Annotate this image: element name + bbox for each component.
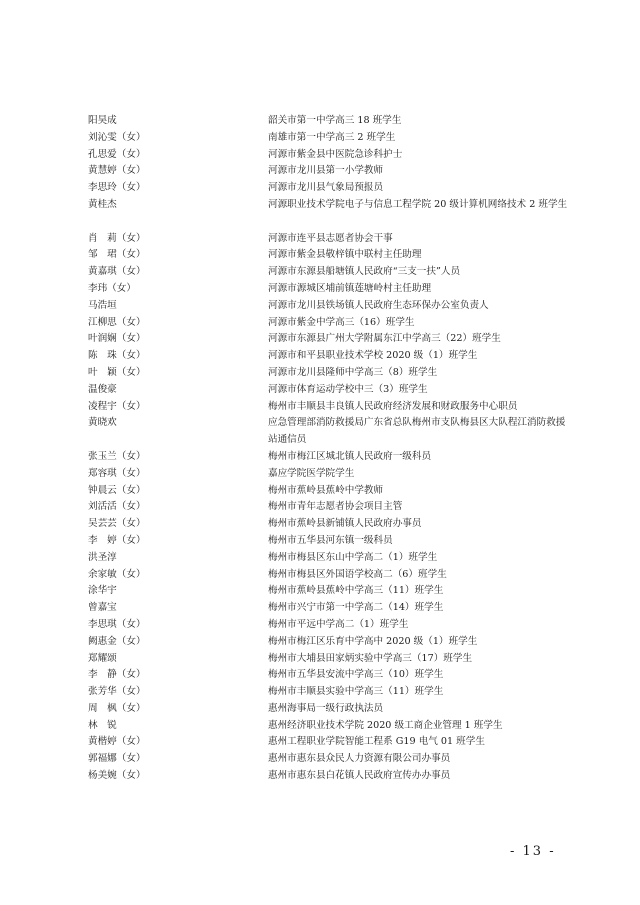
person-description: 梅州市平远中学高二（1）班学生 xyxy=(268,618,409,630)
list-item xyxy=(0,399,640,416)
person-name: 涂华宇 xyxy=(88,585,117,597)
list-item xyxy=(0,533,640,550)
person-name: 周 枫（女） xyxy=(88,702,146,714)
person-name: 刘活活（女） xyxy=(88,501,146,513)
person-name: 叶润娴（女） xyxy=(88,333,146,345)
person-description: 惠州市惠东县众民人力资源有限公司办事员 xyxy=(268,753,451,765)
list-item xyxy=(0,751,640,768)
list-item xyxy=(0,550,640,567)
person-name: 阳昊成 xyxy=(88,115,117,126)
person-name: 洪圣淳 xyxy=(88,551,117,563)
person-description: 梅州市蕉岭县新铺镇人民政府办事员 xyxy=(268,518,422,530)
list-item xyxy=(0,768,640,785)
person-name: 张芳华（女） xyxy=(88,686,146,698)
list-item xyxy=(0,483,640,500)
person-description: 河源市和平县职业技术学校 2020 级（1）班学生 xyxy=(268,350,478,362)
person-description: 河源市龙川县铁场镇人民政府生态环保办公室负责人 xyxy=(268,299,489,311)
person-name: 张玉兰（女） xyxy=(88,450,146,462)
person-description: 河源市紫金县中医院急诊科护士 xyxy=(268,148,403,160)
list-item xyxy=(0,348,640,365)
person-description: 河源职业技术学院电子与信息工程学院 20 级计算机网络技术 2 班学生 xyxy=(268,198,568,210)
list-item xyxy=(0,600,640,617)
list-item xyxy=(0,684,640,701)
list-item xyxy=(0,298,640,315)
list-item xyxy=(0,130,640,147)
list-item xyxy=(0,113,640,130)
list-item xyxy=(0,365,640,382)
person-description: 应急管理部消防救援局广东省总队梅州市支队梅县区大队程江消防救援站通信员 xyxy=(268,417,566,446)
page-number: - 13 - xyxy=(510,844,556,859)
list-item xyxy=(0,281,640,298)
person-description: 河源市龙川县第一小学教师 xyxy=(268,165,384,177)
person-description: 梅州市青年志愿者协会项目主管 xyxy=(268,501,403,513)
person-description: 河源市体育运动学校中三（3）班学生 xyxy=(268,383,428,395)
person-name: 刘沁雯（女） xyxy=(88,131,146,143)
person-description: 梅州市梅江区城北镇人民政府一级科员 xyxy=(268,450,432,462)
person-name: 吴芸芸（女） xyxy=(88,518,146,530)
person-description: 河源市紫金县敬梓镇中联村主任助理 xyxy=(268,249,422,261)
person-description: 河源市紫金中学高三（16）班学生 xyxy=(268,316,415,328)
list-item xyxy=(0,247,640,264)
person-description: 南雄市第一中学高三 2 班学生 xyxy=(268,131,396,143)
person-name: 杨美婉（女） xyxy=(88,770,146,782)
person-description: 惠州海事局一级行政执法员 xyxy=(268,702,384,714)
person-description: 梅州市丰顺县丰良镇人民政府经济发展和财政服务中心职员 xyxy=(268,400,518,412)
list-item xyxy=(0,667,640,684)
person-name: 余家敏（女） xyxy=(88,568,146,580)
person-name: 黄晓欢 xyxy=(88,417,117,429)
person-name: 曾嘉宝 xyxy=(88,602,117,614)
person-description: 惠州工程职业学院智能工程系 G19 电气 01 班学生 xyxy=(268,736,485,748)
person-name: 江柳思（女） xyxy=(88,316,146,328)
person-description: 惠州经济职业技术学院 2020 级工商企业管理 1 班学生 xyxy=(268,719,503,731)
person-name: 叶 颖（女） xyxy=(88,366,146,378)
person-name: 黄嘉琪（女） xyxy=(88,266,146,278)
person-description: 河源市东源县广州大学附属东江中学高三（22）班学生 xyxy=(268,333,501,345)
person-description: 河源市龙川县隆师中学高三（8）班学生 xyxy=(268,366,438,378)
person-description: 惠州市惠东县白花镇人民政府宣传办办事员 xyxy=(268,770,451,782)
person-description: 梅州市五华县河东镇一级科员 xyxy=(268,534,393,546)
list-item xyxy=(0,651,640,668)
list-item xyxy=(0,331,640,348)
person-description: 梅州市蕉岭县蕉岭中学高三（11）班学生 xyxy=(268,585,444,597)
person-description: 河源市源城区埔前镇莲塘岭村主任助理 xyxy=(268,282,432,294)
person-name: 李思玲（女） xyxy=(88,182,146,194)
list-item xyxy=(0,415,640,449)
person-name: 李玮（女） xyxy=(88,282,136,294)
person-description: 河源市龙川县气象局预报员 xyxy=(268,182,384,194)
person-name: 李 静（女） xyxy=(88,669,146,681)
list-item xyxy=(0,583,640,600)
list-item xyxy=(0,264,640,281)
list-item xyxy=(0,163,640,180)
person-description: 河源市连平县志愿者协会干事 xyxy=(268,232,393,244)
list-item xyxy=(0,701,640,718)
person-description: 梅州市大埔县田家炳实验中学高三（17）班学生 xyxy=(268,652,473,664)
person-description: 梅州市兴宁市第一中学高二（14）班学生 xyxy=(268,602,444,614)
person-description: 河源市东源县船塘镇人民政府“三支一扶”人员 xyxy=(268,266,461,278)
person-description: 嘉应学院医学院学生 xyxy=(268,467,355,479)
person-name: 郭福娜（女） xyxy=(88,753,146,765)
list-item xyxy=(0,466,640,483)
person-name: 肖 莉（女） xyxy=(88,232,146,244)
person-description: 韶关市第一中学高三 18 班学生 xyxy=(268,115,402,126)
person-name: 马浩垣 xyxy=(88,299,117,311)
person-description: 梅州市五华县安流中学高三（10）班学生 xyxy=(268,669,444,681)
list-item xyxy=(0,499,640,516)
person-name: 黄楷婷（女） xyxy=(88,736,146,748)
person-name: 凌程宇（女） xyxy=(88,400,146,412)
list-item xyxy=(0,315,640,332)
person-name: 郑耀颂 xyxy=(88,652,117,664)
list-item xyxy=(0,382,640,399)
person-name: 孔思爱（女） xyxy=(88,148,146,160)
person-name: 林 锐 xyxy=(88,719,117,731)
list-item xyxy=(0,567,640,584)
person-name: 黄慧婷（女） xyxy=(88,165,146,177)
list-item xyxy=(0,718,640,735)
person-description: 梅州市梅县区东山中学高二（1）班学生 xyxy=(268,551,438,563)
list-item xyxy=(0,617,640,634)
person-name: 阙惠金（女） xyxy=(88,635,146,647)
person-description: 梅州市蕉岭县蕉岭中学教师 xyxy=(268,484,384,496)
person-name: 郑容琪（女） xyxy=(88,467,146,479)
list-item xyxy=(0,734,640,751)
honoree-list xyxy=(0,113,640,785)
person-description: 梅州市丰顺县实验中学高三（11）班学生 xyxy=(268,686,444,698)
person-description: 梅州市梅县区外国语学校高二（6）班学生 xyxy=(268,568,447,580)
list-item xyxy=(0,231,640,248)
list-item xyxy=(0,516,640,533)
list-item xyxy=(0,197,640,231)
person-name: 邹 珺（女） xyxy=(88,249,146,261)
list-item xyxy=(0,180,640,197)
person-description: 梅州市梅江区乐育中学高中 2020 级（1）班学生 xyxy=(268,635,478,647)
list-item xyxy=(0,147,640,164)
person-name: 李思琪（女） xyxy=(88,618,146,630)
person-name: 李 婷（女） xyxy=(88,534,146,546)
person-name: 钟晨云（女） xyxy=(88,484,146,496)
list-item xyxy=(0,449,640,466)
list-item xyxy=(0,634,640,651)
person-name: 温俊豪 xyxy=(88,383,117,395)
person-name: 黄桂杰 xyxy=(88,198,117,210)
person-name: 陈 珠（女） xyxy=(88,350,146,362)
